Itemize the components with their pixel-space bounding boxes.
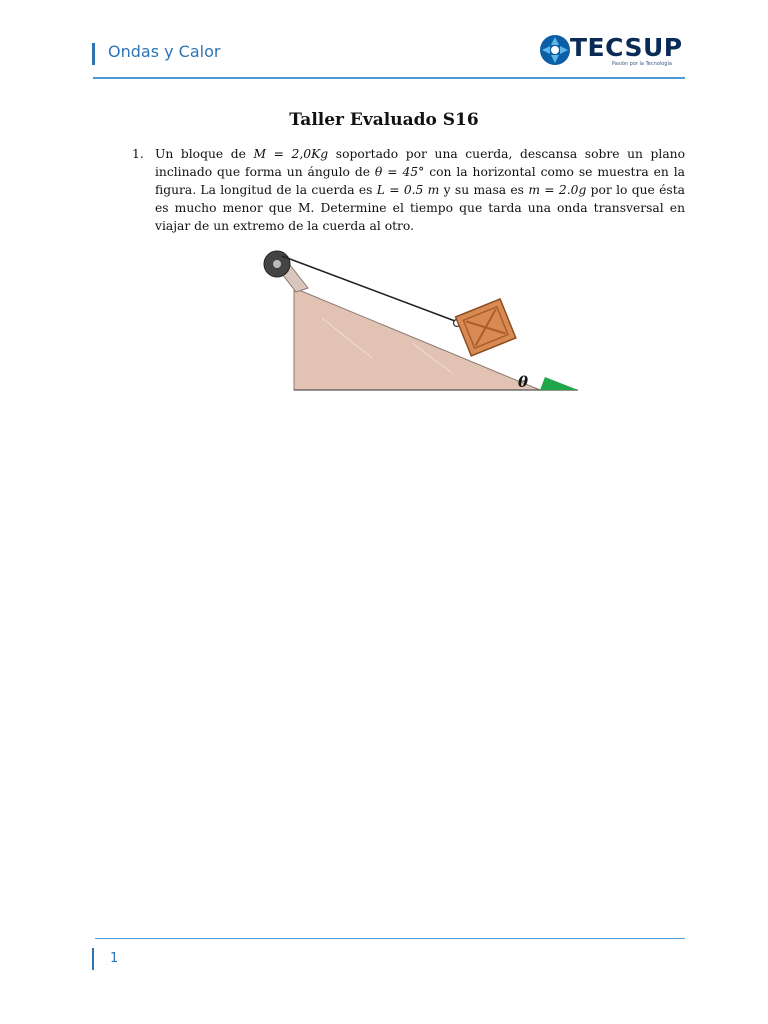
math-string-mass: m = 2.0g xyxy=(528,183,587,197)
math-mass: M = 2,0Kg xyxy=(253,147,329,161)
document-title: Taller Evaluado S16 xyxy=(289,110,479,130)
problem-text-segment: con la horizontal como se muestra en la figura. La longitud de la cuerda es xyxy=(155,165,685,197)
problem-text-segment: por lo que ésta es mucho menor que M. Determine el tiempo que tarda una onda transversal en viajar de un extremo de la cuerda al otro. xyxy=(155,183,685,233)
problem-text-segment: y su masa es xyxy=(439,183,529,197)
problem-text xyxy=(155,145,685,235)
math-angle: θ = 45° xyxy=(374,165,425,179)
incline-figure xyxy=(262,248,582,394)
angle-marker xyxy=(540,377,578,390)
problem-text-segment: soportado por una cuerda, descansa sobre un plano inclinado que forma un ángulo de xyxy=(155,147,686,179)
footer-accent-bar xyxy=(92,948,94,970)
problem-number: 1. xyxy=(132,147,144,161)
pulley-hub xyxy=(273,260,281,268)
logo-wordmark: TECSUP xyxy=(570,33,683,62)
logo-tagline: Pasión por la Tecnología xyxy=(612,61,672,67)
footer-rule xyxy=(95,938,685,939)
header-accent-bar xyxy=(92,43,95,65)
angle-label: θ xyxy=(518,373,529,391)
crate xyxy=(456,299,516,356)
page-number: 1 xyxy=(110,951,119,966)
header-rule xyxy=(93,77,685,79)
tecsup-logo-icon xyxy=(538,33,572,67)
header-title: Ondas y Calor xyxy=(108,42,221,61)
math-length: L = 0.5 m xyxy=(376,183,440,197)
tecsup-logo xyxy=(538,33,688,73)
problem-text-segment: Un bloque de xyxy=(155,147,254,161)
